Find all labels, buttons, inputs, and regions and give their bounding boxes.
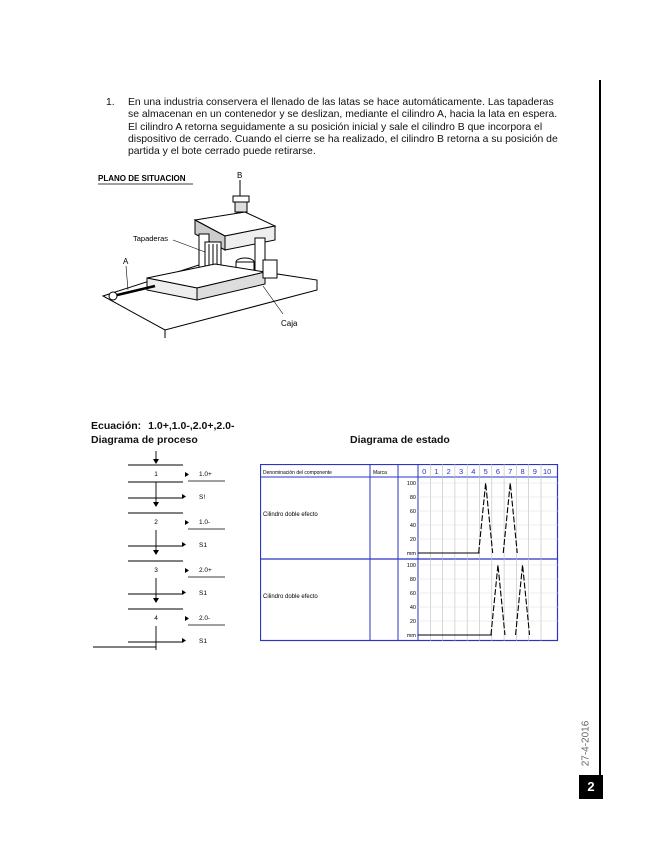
process-arrow-icon xyxy=(185,472,189,477)
state-y-tick: 20 xyxy=(409,537,416,543)
state-y-tick: 80 xyxy=(409,495,416,501)
state-step-label: 7 xyxy=(508,467,513,476)
equation-value: 1.0+,1.0-,2.0+,2.0- xyxy=(148,420,235,432)
process-step-signal: S1 xyxy=(199,590,207,597)
state-row-name: Cilindro doble efecto xyxy=(263,512,318,518)
flow-arrow-icon xyxy=(153,598,159,603)
footer-date: 27-4-2016 xyxy=(580,720,592,767)
signal-arrow-icon xyxy=(182,542,186,547)
state-y-tick: 40 xyxy=(409,523,416,529)
process-diagram xyxy=(88,448,238,653)
process-step-signal: S1 xyxy=(199,638,207,645)
equation xyxy=(91,420,235,432)
problem-text: En una industria conservera el llenado de las latas se hace automáticamente. Las tapaderas se almacenan en un contenedor y se deslizan, mediante el cilindro A, hacia la lata en espera. El cilindro A retorna seguidamente a su posición inicial y sale el cilindro B que incorpora el dispositivo de cerrado. Cuando el cierre se ha realizado, el cilindro B retorna a su posición de partida y el bote cerrado puede retirarse. xyxy=(128,97,558,158)
state-y-tick: mm xyxy=(406,633,416,639)
process-step-number: 2 xyxy=(154,519,158,526)
process-step-signal: S1 xyxy=(199,542,207,549)
state-step-label: 0 xyxy=(422,467,427,476)
process-step-number: 4 xyxy=(154,615,158,622)
state-step-label: 4 xyxy=(471,467,476,476)
process-step-number: 1 xyxy=(154,471,158,478)
state-step-label: 6 xyxy=(495,467,501,476)
state-y-tick: 60 xyxy=(409,509,416,515)
state-peak-trace xyxy=(479,483,493,553)
figure-title: PLANO DE SITUACION xyxy=(98,174,186,183)
state-col-component: Denominación del componente xyxy=(263,470,332,476)
state-y-tick: 100 xyxy=(406,563,416,569)
process-step-action: 2.0- xyxy=(199,615,211,622)
flow-arrow-icon xyxy=(153,550,159,555)
equation-label: Ecuación: xyxy=(91,420,142,432)
state-title: Diagrama de estado xyxy=(350,434,450,446)
state-step-label: 9 xyxy=(532,467,537,476)
label-caja: Caja xyxy=(281,319,298,328)
state-y-tick: mm xyxy=(406,551,416,557)
situation-figure xyxy=(95,168,325,338)
problem-statement xyxy=(106,97,564,158)
process-arrow-icon xyxy=(185,568,189,573)
state-y-tick: 100 xyxy=(406,481,416,487)
process-arrow-icon xyxy=(185,616,189,621)
process-step-signal: S! xyxy=(199,494,206,501)
state-step-label: 10 xyxy=(542,467,552,476)
process-step-action: 1.0- xyxy=(199,519,211,526)
margin-rule xyxy=(599,80,601,780)
state-step-label: 1 xyxy=(434,467,439,476)
state-row-name: Cilindro doble efecto xyxy=(263,594,318,600)
label-b: B xyxy=(237,171,243,180)
state-step-label: 5 xyxy=(483,467,488,476)
state-y-tick: 40 xyxy=(409,605,416,611)
label-a: A xyxy=(123,257,129,266)
process-step-number: 3 xyxy=(154,567,158,574)
signal-arrow-icon xyxy=(182,590,186,595)
state-y-tick: 20 xyxy=(409,619,416,625)
process-title: Diagrama de proceso xyxy=(91,434,198,446)
label-tapaderas: Tapaderas xyxy=(133,234,169,243)
state-step-label: 3 xyxy=(458,467,464,476)
page-number: 2 xyxy=(579,775,603,799)
state-step-label: 8 xyxy=(520,467,525,476)
state-diagram xyxy=(260,464,560,644)
state-peak-trace xyxy=(503,483,517,553)
state-col-mark: Marca xyxy=(373,470,387,476)
state-y-tick: 80 xyxy=(409,577,416,583)
problem-number: 1. xyxy=(106,97,115,108)
state-peak-trace xyxy=(491,565,505,635)
flow-arrow-icon xyxy=(153,502,159,507)
signal-arrow-icon xyxy=(182,638,186,643)
process-step-action: 2.0+ xyxy=(199,567,212,574)
state-step-label: 2 xyxy=(446,467,451,476)
state-y-tick: 60 xyxy=(409,591,416,597)
signal-arrow-icon xyxy=(182,494,186,499)
process-arrow-icon xyxy=(185,520,189,525)
state-peak-trace xyxy=(516,565,530,635)
process-step-action: 1.0+ xyxy=(199,471,212,478)
